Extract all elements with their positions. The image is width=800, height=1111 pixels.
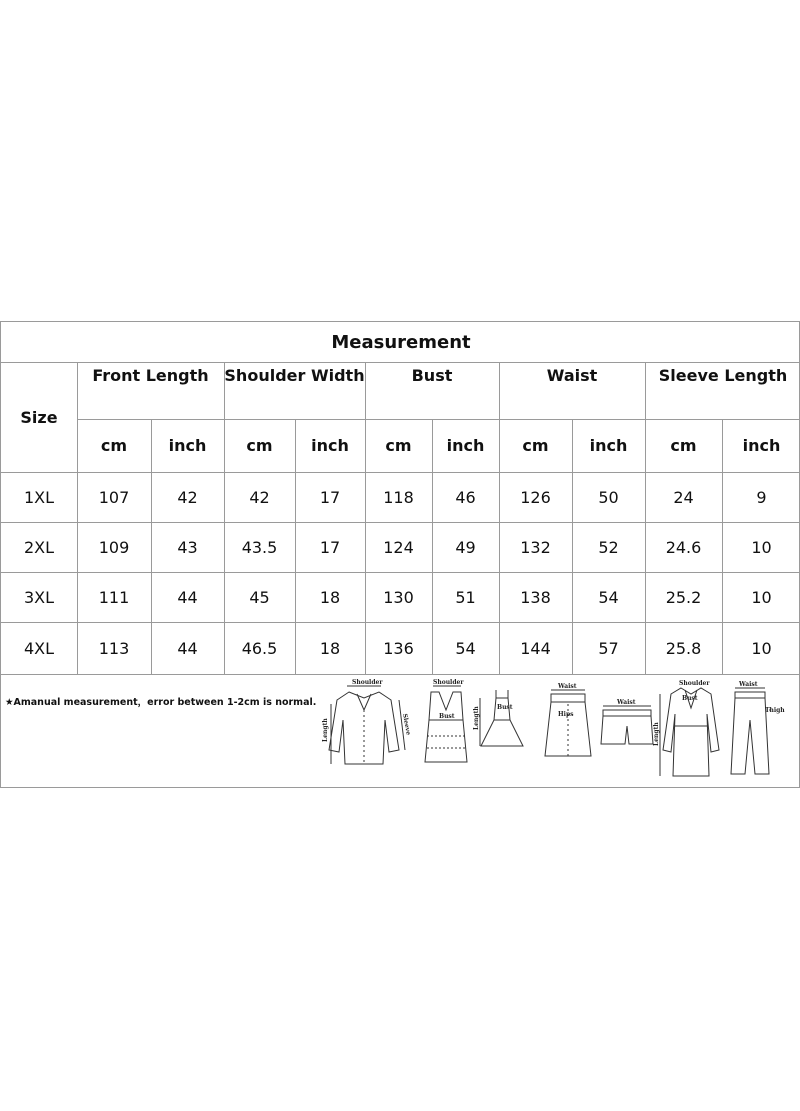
table-cell: 42 xyxy=(249,487,270,507)
diagram-label: Length xyxy=(473,706,480,730)
header-sleeve-length: Sleeve Length xyxy=(658,366,788,385)
table-cell: 46 xyxy=(455,487,476,507)
diagram-label: Sleeve xyxy=(401,713,412,736)
table-cell: 24 xyxy=(673,487,694,507)
table-cell: 130 xyxy=(383,587,414,607)
skirt-diagram-icon xyxy=(541,680,596,770)
unit-header: inch xyxy=(742,436,781,455)
size-chart xyxy=(0,321,800,788)
table-cell: 17 xyxy=(319,487,341,507)
table-cell: 49 xyxy=(455,537,476,557)
size-label: 4XL xyxy=(23,638,55,658)
size-label: 2XL xyxy=(23,537,55,557)
size-header: Size xyxy=(20,407,58,427)
diagram-label: Waist xyxy=(558,683,577,690)
unit-header: cm xyxy=(670,436,697,455)
table-cell: 43 xyxy=(177,537,198,557)
tank-top-diagram-icon xyxy=(419,680,474,770)
diagram-label: Bust xyxy=(439,713,455,720)
table-cell: 43.5 xyxy=(241,537,278,557)
table-cell: 17 xyxy=(319,537,341,557)
header-bust: Bust xyxy=(411,366,453,385)
diagram-label: Shoulder xyxy=(433,679,464,686)
header-front-length: Front Length xyxy=(92,366,209,385)
diagram-label: Length xyxy=(653,722,660,746)
trousers-diagram-icon xyxy=(727,680,787,780)
table-cell: 52 xyxy=(598,537,619,557)
table-cell: 136 xyxy=(383,638,414,658)
diagram-label: Shoulder xyxy=(352,679,383,686)
diagram-label: Waist xyxy=(739,681,758,688)
diagram-label: Hips xyxy=(558,711,574,718)
table-cell: 54 xyxy=(455,638,476,658)
page-title: Measurement xyxy=(331,331,471,353)
table-cell: 113 xyxy=(98,638,130,658)
table-cell: 46.5 xyxy=(241,638,278,658)
table-cell: 51 xyxy=(455,587,476,607)
table-cell: 107 xyxy=(98,487,130,507)
table-cell: 57 xyxy=(598,638,619,658)
size-label: 3XL xyxy=(23,587,55,607)
table-cell: 132 xyxy=(520,537,551,557)
diagram-label: Bust xyxy=(682,695,698,702)
header-waist: Waist xyxy=(546,366,598,385)
table-cell: 111 xyxy=(98,587,130,607)
unit-header: cm xyxy=(522,436,549,455)
shorts-diagram-icon xyxy=(597,680,657,770)
table-cell: 24.6 xyxy=(665,537,702,557)
measurement-note: ★Amanual measurement，error between 1-2cm is normal. xyxy=(5,697,317,708)
diagram-label: Thigh xyxy=(765,707,785,714)
table-cell: 25.8 xyxy=(665,638,702,658)
table-cell: 118 xyxy=(383,487,414,507)
size-label: 1XL xyxy=(23,487,55,507)
table-cell: 126 xyxy=(520,487,551,507)
table-cell: 10 xyxy=(751,587,772,607)
unit-header: cm xyxy=(385,436,412,455)
table-cell: 144 xyxy=(520,638,551,658)
diagram-label: Shoulder xyxy=(679,680,710,687)
grid-line xyxy=(1,674,800,675)
table-cell: 124 xyxy=(383,537,414,557)
table-cell: 18 xyxy=(319,638,341,658)
dress-diagram-icon xyxy=(473,680,527,770)
unit-header: cm xyxy=(246,436,273,455)
diagram-label: Length xyxy=(322,718,329,742)
unit-header: cm xyxy=(100,436,128,455)
table-cell: 54 xyxy=(598,587,619,607)
table-cell: 10 xyxy=(751,537,772,557)
unit-header: inch xyxy=(589,436,628,455)
table-cell: 10 xyxy=(751,638,772,658)
unit-header: inch xyxy=(168,436,207,455)
table-cell: 109 xyxy=(98,537,130,557)
table-cell: 138 xyxy=(520,587,551,607)
diagram-label: Waist xyxy=(617,699,636,706)
table-cell: 18 xyxy=(319,587,341,607)
table-cell: 9 xyxy=(756,487,767,507)
table-cell: 25.2 xyxy=(665,587,702,607)
table-cell: 45 xyxy=(249,587,270,607)
blouse-diagram-icon xyxy=(319,679,412,770)
diagram-label: Bust xyxy=(497,704,513,711)
coat-diagram-icon xyxy=(653,680,725,780)
header-shoulder-width: Shoulder Width xyxy=(224,366,365,385)
table-cell: 44 xyxy=(177,638,198,658)
table-cell: 44 xyxy=(177,587,198,607)
unit-header: inch xyxy=(446,436,485,455)
unit-header: inch xyxy=(311,436,349,455)
table-cell: 42 xyxy=(177,487,198,507)
table-cell: 50 xyxy=(598,487,619,507)
